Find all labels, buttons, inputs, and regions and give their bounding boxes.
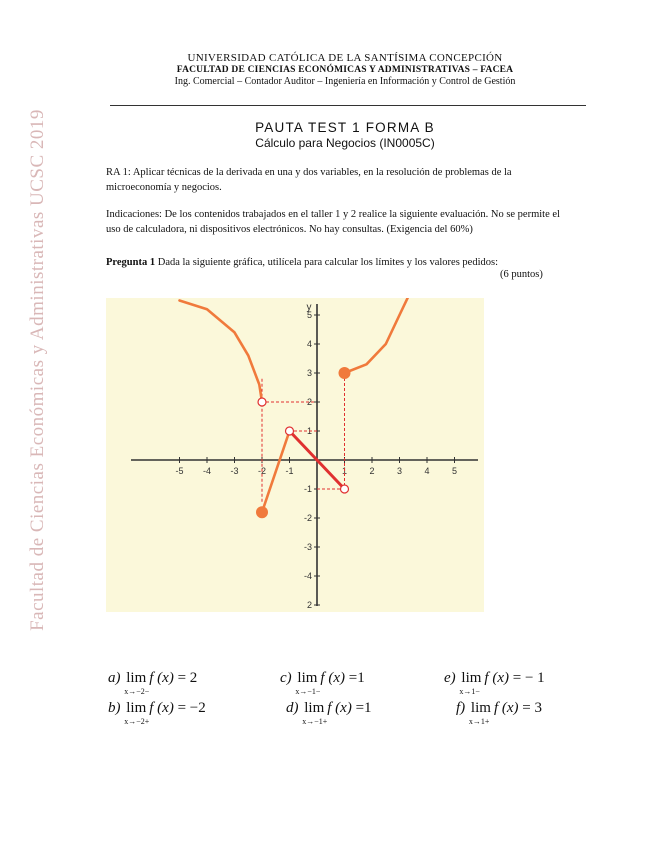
x-tick-label: 3	[396, 466, 403, 476]
y-tick-label: 4	[306, 339, 312, 349]
test-title-block	[110, 120, 580, 150]
lim-word: lim	[297, 670, 318, 686]
question-1	[106, 255, 572, 270]
y-tick-label: -2	[303, 513, 312, 523]
function-expression: f (x)	[149, 700, 178, 716]
limit-item	[444, 670, 545, 696]
open-point	[258, 398, 266, 406]
curve-arc-left	[180, 301, 263, 403]
lim-operator	[124, 670, 150, 696]
x-tick-label: -3	[230, 466, 239, 476]
question-points: (6 puntos)	[500, 269, 543, 280]
x-tick-label: -5	[175, 466, 184, 476]
filled-point	[339, 367, 351, 379]
y-tick-label: -3	[303, 542, 312, 552]
function-graph	[106, 298, 484, 612]
limit-letter: b)	[108, 700, 125, 716]
y-tick-label: 3	[306, 368, 312, 378]
limit-item	[456, 700, 542, 726]
lim-operator	[295, 670, 321, 696]
y-axis-label: y	[306, 302, 312, 313]
curve-curve-right	[345, 298, 408, 373]
y-tick-label: 1	[306, 426, 312, 436]
limit-result: = − 1	[512, 670, 545, 686]
function-expression: f (x)	[484, 670, 513, 686]
lim-subscript: x→−2+	[124, 717, 150, 726]
y-tick-label: 2	[306, 600, 312, 610]
x-tick-label: -1	[285, 466, 294, 476]
document-header	[110, 52, 580, 87]
y-tick-label: 5	[306, 310, 312, 320]
x-tick-label: -4	[202, 466, 212, 476]
x-tick-label: 2	[369, 466, 375, 476]
lim-word: lim	[126, 670, 147, 686]
limit-result: =1	[355, 700, 372, 716]
graph-svg	[106, 298, 484, 612]
limit-letter: e)	[444, 670, 460, 686]
limit-letter: a)	[108, 670, 125, 686]
lim-operator	[459, 670, 482, 696]
learning-outcome: RA 1: Aplicar técnicas de la derivada en una y dos variables, en la resolución de problemas de la microeconomía y negocios.	[106, 167, 512, 193]
x-tick-label: -2	[257, 466, 267, 476]
limit-result: = −2	[177, 700, 206, 716]
function-expression: f (x)	[320, 670, 349, 686]
lim-operator	[302, 700, 328, 726]
limit-answers	[108, 670, 578, 730]
limit-letter: d)	[286, 700, 303, 716]
lim-word: lim	[126, 700, 147, 716]
function-expression: f (x)	[493, 700, 523, 716]
limit-item	[280, 670, 365, 696]
filled-point	[256, 506, 268, 518]
lim-subscript: x→−2−	[124, 687, 150, 696]
limit-row-1	[108, 670, 578, 700]
test-title: PAUTA TEST 1 FORMA B	[255, 120, 435, 135]
limit-letter: f)	[456, 700, 469, 716]
limit-result: = 3	[522, 700, 542, 716]
question-label: Pregunta 1	[106, 257, 156, 268]
lim-operator	[124, 700, 150, 726]
open-point	[341, 485, 349, 493]
lim-subscript: x→−1+	[302, 717, 328, 726]
limit-item	[108, 670, 198, 696]
faculty-name: FACULTAD DE CIENCIAS ECONÓMICAS Y ADMINISTRATIVAS – FACEA	[176, 65, 514, 75]
y-tick-label: -1	[303, 484, 312, 494]
limit-item	[286, 700, 372, 726]
y-tick-label: -4	[303, 571, 312, 581]
x-tick-label: 5	[451, 466, 458, 476]
lim-subscript: x→1−	[459, 687, 480, 696]
university-name: UNIVERSIDAD CATÓLICA DE LA SANTÍSIMA CONCEPCIÓN	[187, 52, 503, 64]
lim-word: lim	[470, 700, 491, 716]
open-point	[286, 427, 294, 435]
x-tick-label: 1	[341, 466, 348, 476]
lim-subscript: x→1+	[468, 717, 490, 726]
lim-word: lim	[304, 700, 325, 716]
watermark-text: Facultad de Ciencias Económicas y Administrativas UCSC 2019	[27, 109, 48, 631]
limit-result: = 2	[177, 670, 198, 686]
course-name: Cálculo para Negocios (IN0005C)	[255, 136, 435, 150]
instructions: Indicaciones: De los contenidos trabajados en el taller 1 y 2 realice la siguiente evaluación. No se permite el uso de calculadora, ni dispositivos electrónicos. No hay consultas. (Exigencia del 60%)	[106, 209, 560, 235]
limit-row-2	[108, 700, 578, 730]
header-divider	[110, 105, 586, 106]
function-expression: f (x)	[327, 700, 356, 716]
limit-letter: c)	[280, 670, 296, 686]
lim-word: lim	[461, 670, 482, 686]
question-text: Dada la siguiente gráfica, utilícela para calcular los límites y los valores pedidos:	[155, 257, 498, 268]
lim-subscript: x→−1−	[295, 687, 321, 696]
x-tick-label: 4	[424, 466, 430, 476]
limit-result: =1	[348, 670, 365, 686]
function-expression: f (x)	[149, 670, 178, 686]
watermark	[18, 90, 58, 650]
program-list: Ing. Comercial – Contador Auditor – Ingeniería en Información y Control de Gestión	[174, 76, 516, 87]
limit-item	[108, 700, 206, 726]
y-tick-label: 2	[306, 397, 312, 407]
lim-operator	[468, 700, 491, 726]
